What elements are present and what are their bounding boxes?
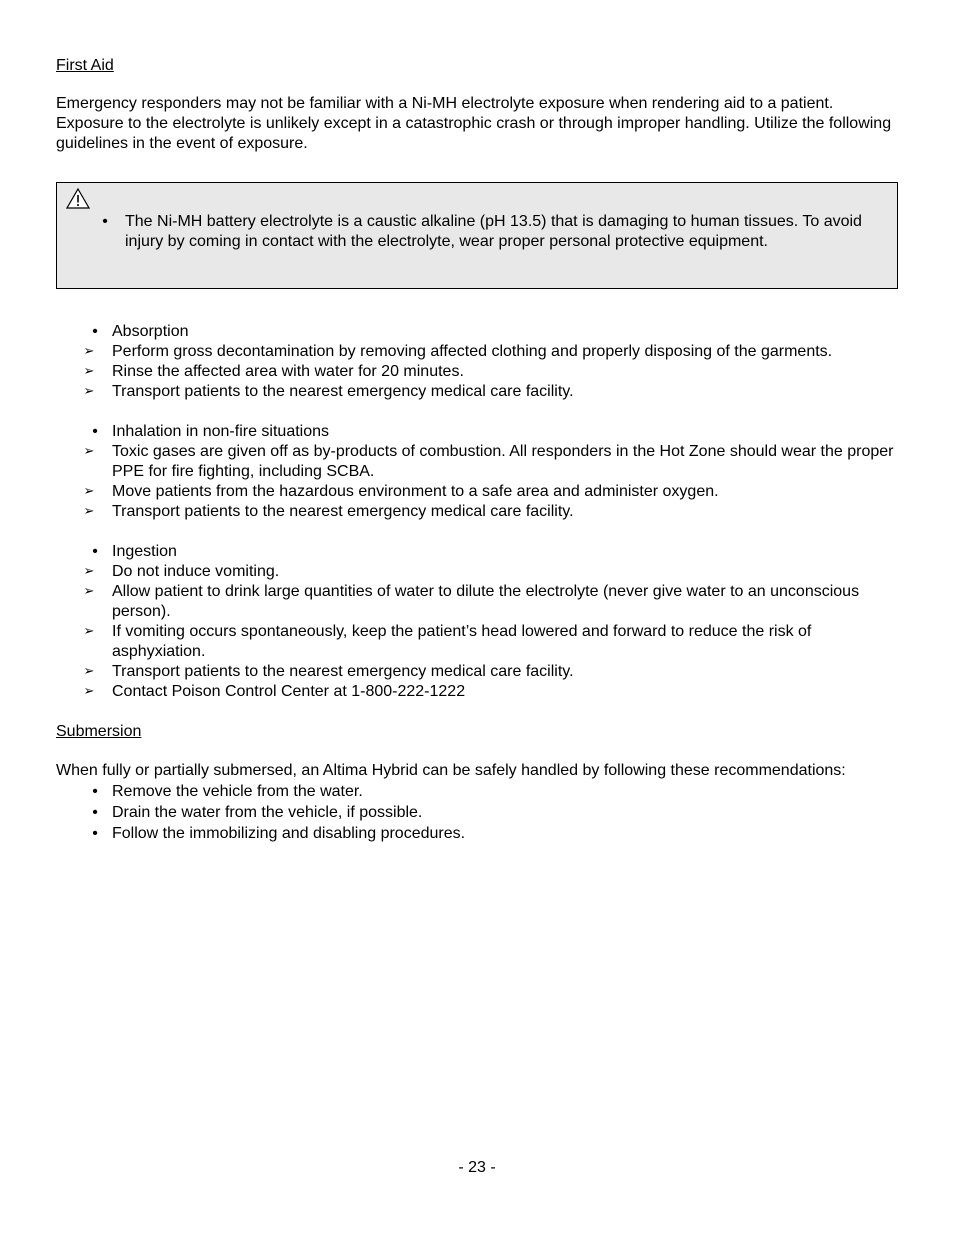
first-aid-heading: First Aid bbox=[56, 57, 114, 74]
arrow-marker: ➢ bbox=[83, 584, 95, 599]
submersion-item bbox=[56, 824, 898, 844]
spacer bbox=[56, 522, 898, 542]
bullet-marker: • bbox=[92, 783, 98, 800]
submersion-item bbox=[56, 803, 898, 823]
submersion-intro: When fully or partially submersed, an Altima Hybrid can be safely handled by following these recommendations: bbox=[56, 762, 846, 779]
spacer bbox=[56, 289, 898, 322]
bullet-marker: • bbox=[92, 804, 98, 821]
submersion-item-text: Drain the water from the vehicle, if possible. bbox=[112, 804, 423, 821]
bullet-marker: • bbox=[92, 423, 98, 440]
step-item bbox=[56, 382, 898, 402]
step-text: Transport patients to the nearest emergency medical care facility. bbox=[112, 383, 574, 400]
exposure-title: Ingestion bbox=[112, 543, 177, 560]
step-item bbox=[56, 502, 898, 522]
arrow-marker: ➢ bbox=[83, 664, 95, 679]
step-item bbox=[56, 622, 898, 662]
step-list bbox=[56, 562, 898, 702]
exposure-title: Absorption bbox=[112, 323, 189, 340]
warning-item-text: The Ni-MH battery electrolyte is a caustic alkaline (pH 13.5) that is damaging to human tissues. To avoid injury by coming in contact with the electrolyte, wear proper personal protective equipment. bbox=[125, 213, 862, 250]
arrow-marker: ➢ bbox=[83, 444, 95, 459]
arrow-marker: ➢ bbox=[83, 344, 95, 359]
step-text: Transport patients to the nearest emergency medical care facility. bbox=[112, 663, 574, 680]
step-item bbox=[56, 482, 898, 502]
exposure-list-ingestion bbox=[56, 542, 898, 562]
submersion-list bbox=[56, 782, 898, 844]
page-content bbox=[56, 56, 898, 844]
step-item bbox=[56, 442, 898, 482]
submersion-item bbox=[56, 782, 898, 802]
spacer bbox=[56, 702, 898, 722]
spacer bbox=[56, 742, 898, 761]
exposure-item bbox=[56, 322, 898, 342]
step-text: Toxic gases are given off as by-products of combustion. All responders in the Hot Zone should wear the proper PPE for fire fighting, including SCBA. bbox=[112, 443, 894, 480]
arrow-marker: ➢ bbox=[83, 364, 95, 379]
first-aid-intro: Emergency responders may not be familiar with a Ni-MH electrolyte exposure when rendering aid to a patient. Exposure to the electrolyte is unlikely except in a catastrophic crash or through improper handling. Utilize the following guidelines in the event of exposure. bbox=[56, 95, 892, 152]
step-text: Move patients from the hazardous environment to a safe area and administer oxygen. bbox=[112, 483, 719, 500]
exposure-title: Inhalation in non-fire situations bbox=[112, 423, 330, 440]
step-item bbox=[56, 682, 898, 702]
arrow-marker: ➢ bbox=[83, 564, 95, 579]
step-text: Transport patients to the nearest emergency medical care facility. bbox=[112, 503, 574, 520]
step-item bbox=[56, 342, 898, 362]
bullet-marker: • bbox=[102, 213, 108, 230]
arrow-marker: ➢ bbox=[83, 504, 95, 519]
arrow-marker: ➢ bbox=[83, 484, 95, 499]
warning-item bbox=[95, 212, 885, 252]
step-text: Rinse the affected area with water for 20 minutes. bbox=[112, 363, 464, 380]
warning-list bbox=[95, 212, 885, 252]
bullet-marker: • bbox=[92, 543, 98, 560]
spacer bbox=[56, 76, 898, 94]
bullet-marker: • bbox=[92, 825, 98, 842]
bullet-marker: • bbox=[92, 323, 98, 340]
arrow-marker: ➢ bbox=[83, 384, 95, 399]
exposure-item bbox=[56, 422, 898, 442]
warning-triangle-icon bbox=[66, 188, 90, 209]
step-text: Do not induce vomiting. bbox=[112, 563, 280, 580]
step-list bbox=[56, 342, 898, 402]
submersion-item-text: Remove the vehicle from the water. bbox=[112, 783, 363, 800]
spacer bbox=[56, 154, 898, 182]
exposure-list-absorption bbox=[56, 322, 898, 342]
arrow-marker: ➢ bbox=[83, 624, 95, 639]
step-item bbox=[56, 362, 898, 382]
step-text: Perform gross decontamination by removing affected clothing and properly disposing of the garments. bbox=[112, 343, 833, 360]
spacer bbox=[56, 402, 898, 422]
exposure-item bbox=[56, 542, 898, 562]
step-item bbox=[56, 562, 898, 582]
page-number: - 23 - bbox=[458, 1159, 496, 1176]
step-item bbox=[56, 662, 898, 682]
step-list bbox=[56, 442, 898, 522]
arrow-marker: ➢ bbox=[83, 684, 95, 699]
exposure-list-inhalation bbox=[56, 422, 898, 442]
step-text: If vomiting occurs spontaneously, keep the patient’s head lowered and forward to reduce the risk of asphyxiation. bbox=[112, 623, 812, 660]
submersion-item-text: Follow the immobilizing and disabling procedures. bbox=[112, 825, 466, 842]
warning-box bbox=[56, 182, 898, 289]
submersion-heading: Submersion bbox=[56, 723, 142, 740]
step-text: Contact Poison Control Center at 1-800-222-1222 bbox=[112, 683, 466, 700]
step-text: Allow patient to drink large quantities of water to dilute the electrolyte (never give water to an unconscious person). bbox=[112, 583, 860, 620]
step-item bbox=[56, 582, 898, 622]
